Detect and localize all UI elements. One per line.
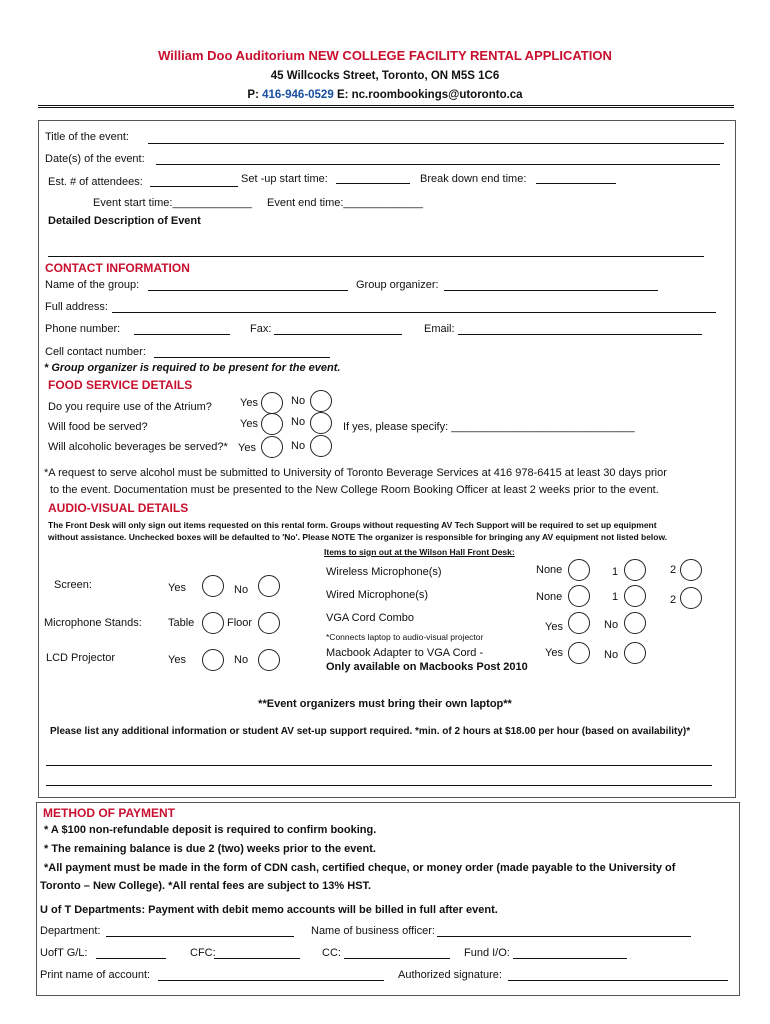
wired-2-radio[interactable] xyxy=(680,587,702,609)
wireless-1-label: 1 xyxy=(612,566,619,578)
stands-label: Microphone Stands: xyxy=(44,617,142,629)
business-officer-field[interactable] xyxy=(437,936,691,937)
stands-table-label: Table xyxy=(168,617,195,629)
cc-label: CC: xyxy=(322,947,341,959)
food-no-label: No xyxy=(291,416,306,428)
attendees-field[interactable] xyxy=(150,186,238,187)
atrium-yes-radio[interactable] xyxy=(261,392,283,414)
phone-label: P: xyxy=(247,89,259,101)
group-name-field[interactable] xyxy=(148,290,348,291)
contact-heading: CONTACT INFORMATION xyxy=(45,261,190,275)
cfc-label: CFC: xyxy=(190,947,216,959)
additional-info-field-2[interactable] xyxy=(46,785,712,786)
setup-label: Set -up start time: xyxy=(241,173,328,185)
additional-info-label: Please list any additional information or student AV set-up support required. *min. of 2 hours at $18.00 per hour (based on availability)* xyxy=(50,726,691,737)
fund-field[interactable] xyxy=(513,958,627,959)
additional-info-field-1[interactable] xyxy=(46,765,712,766)
header-rule xyxy=(38,105,734,106)
atrium-question: Do you require use of the Atrium? xyxy=(48,401,212,413)
vga-yes-label: Yes xyxy=(545,621,563,633)
fax-field[interactable] xyxy=(274,334,402,335)
payment-heading: METHOD OF PAYMENT xyxy=(43,806,176,820)
cfc-field[interactable] xyxy=(214,958,300,959)
wired-1-label: 1 xyxy=(612,591,619,603)
wireless-none-radio[interactable] xyxy=(568,559,590,581)
screen-yes-label: Yes xyxy=(168,582,186,594)
fax-label: Fax: xyxy=(250,323,272,335)
event-dates-field[interactable] xyxy=(156,164,720,165)
macbook-note: Only available on Macbooks Post 2010 xyxy=(326,661,528,673)
full-address-field[interactable] xyxy=(112,312,716,313)
email-field-label: Email: xyxy=(424,323,455,335)
vga-no-radio[interactable] xyxy=(624,612,646,634)
projector-no-radio[interactable] xyxy=(258,649,280,671)
laptop-note: **Event organizers must bring their own laptop** xyxy=(258,698,512,710)
business-officer-label: Name of business officer: xyxy=(311,925,435,937)
screen-no-label: No xyxy=(234,584,249,596)
email-label: E: xyxy=(336,89,349,101)
description-field[interactable] xyxy=(48,256,704,257)
alcohol-yes-label: Yes xyxy=(238,442,256,454)
fund-label: Fund I/O: xyxy=(464,947,510,959)
food-yes-radio[interactable] xyxy=(261,413,283,435)
payment-line-2: * The remaining balance is due 2 (two) weeks prior to the event. xyxy=(44,843,376,855)
print-name-field[interactable] xyxy=(158,980,384,981)
signout-title: Items to sign out at the Wilson Hall Front Desk: xyxy=(324,547,515,557)
vga-label: VGA Cord Combo xyxy=(326,612,415,624)
atrium-yes-label: Yes xyxy=(240,397,258,409)
projector-label: LCD Projector xyxy=(46,652,116,664)
food-specify[interactable]: If yes, please specify: ______________________________ xyxy=(343,421,635,433)
alcohol-no-radio[interactable] xyxy=(310,435,332,457)
breakdown-label: Break down end time: xyxy=(420,173,527,185)
contact-line xyxy=(0,89,770,101)
department-label: Department: xyxy=(40,925,101,937)
breakdown-field[interactable] xyxy=(536,183,616,184)
vga-no-label: No xyxy=(604,619,619,631)
cc-field[interactable] xyxy=(344,958,450,959)
alcohol-note-2: to the event. Documentation must be presented to the New College Room Booking Officer at least 2 weeks prior to the event. xyxy=(50,484,659,496)
vga-yes-radio[interactable] xyxy=(568,612,590,634)
wired-label: Wired Microphone(s) xyxy=(326,589,429,601)
wireless-none-label: None xyxy=(536,564,563,576)
macbook-no-label: No xyxy=(604,649,619,661)
alcohol-yes-radio[interactable] xyxy=(261,436,283,458)
alcohol-no-label: No xyxy=(291,440,306,452)
gl-label: UofT G/L: xyxy=(40,947,88,959)
event-dates-label: Date(s) of the event: xyxy=(45,153,145,165)
alcohol-question: Will alcoholic beverages be served?* xyxy=(48,441,228,453)
wireless-2-radio[interactable] xyxy=(680,559,702,581)
atrium-no-label: No xyxy=(291,395,306,407)
macbook-yes-label: Yes xyxy=(545,647,563,659)
stands-floor-label: Floor xyxy=(227,617,253,629)
phone-field[interactable] xyxy=(134,334,230,335)
organizer-note: * Group organizer is required to be present for the event. xyxy=(44,362,341,374)
av-note-1: The Front Desk will only sign out items requested on this rental form. Groups without requesting AV Tech Support will be required to set up equipment xyxy=(48,520,657,530)
wireless-label: Wireless Microphone(s) xyxy=(326,566,442,578)
projector-yes-label: Yes xyxy=(168,654,186,666)
payment-line-3a: *All payment must be made in the form of CDN cash, certified cheque, or money order (made payable to the University of xyxy=(44,862,676,874)
screen-label: Screen: xyxy=(54,579,92,591)
organizer-field[interactable] xyxy=(444,290,658,291)
alcohol-note-1: *A request to serve alcohol must be submitted to University of Toronto Beverage Services at 416 978-6415 at least 30 days prior xyxy=(44,467,667,479)
attendees-label: Est. # of attendees: xyxy=(48,176,143,188)
stands-table-radio[interactable] xyxy=(202,612,224,634)
stands-floor-radio[interactable] xyxy=(258,612,280,634)
group-name-label: Name of the group: xyxy=(45,279,140,291)
print-name-label: Print name of account: xyxy=(40,969,151,981)
department-field[interactable] xyxy=(106,936,294,937)
email-address[interactable]: nc.roombookings@utoronto.ca xyxy=(351,89,523,101)
payment-line-4: U of T Departments: Payment with debit memo accounts will be billed in full after event. xyxy=(40,904,498,916)
cell-label: Cell contact number: xyxy=(45,346,146,358)
event-end-label[interactable]: Event end time:_____________ xyxy=(267,197,423,209)
wireless-1-radio[interactable] xyxy=(624,559,646,581)
screen-yes-radio[interactable] xyxy=(202,575,224,597)
macbook-yes-radio[interactable] xyxy=(568,642,590,664)
gl-field[interactable] xyxy=(96,958,166,959)
event-title-field[interactable] xyxy=(148,143,724,144)
food-question: Will food be served? xyxy=(48,421,148,433)
header-rule-2 xyxy=(38,107,734,108)
setup-field[interactable] xyxy=(336,183,410,184)
wired-none-label: None xyxy=(536,591,563,603)
atrium-no-radio[interactable] xyxy=(310,390,332,412)
email-field[interactable] xyxy=(458,334,702,335)
full-address-label: Full address: xyxy=(45,301,108,313)
av-note-2: without assistance. Unchecked boxes will be defaulted to 'No'. Please NOTE The organizer is responsible for bringing any AV equipment not listed below. xyxy=(48,532,668,542)
food-no-radio[interactable] xyxy=(310,412,332,434)
phone-label: Phone number: xyxy=(45,323,121,335)
description-label: Detailed Description of Event xyxy=(48,215,201,227)
form-title: William Doo Auditorium NEW COLLEGE FACILITY RENTAL APPLICATION xyxy=(158,48,612,63)
payment-line-3b: Toronto – New College). *All rental fees are subject to 13% HST. xyxy=(40,880,372,892)
signature-label: Authorized signature: xyxy=(398,969,502,981)
event-title-label: Title of the event: xyxy=(45,131,129,143)
wired-2-label: 2 xyxy=(670,594,677,606)
phone-number[interactable]: 416-946-0529 xyxy=(262,89,334,101)
macbook-no-radio[interactable] xyxy=(624,642,646,664)
wireless-2-label: 2 xyxy=(670,564,677,576)
projector-no-label: No xyxy=(234,654,249,666)
vga-note: *Connects laptop to audio-visual projector xyxy=(326,632,484,642)
signature-field[interactable] xyxy=(508,980,728,981)
av-heading: AUDIO-VISUAL DETAILS xyxy=(48,501,189,515)
food-yes-label: Yes xyxy=(240,418,258,430)
address: 45 Willcocks Street, Toronto, ON M5S 1C6 xyxy=(270,70,500,82)
food-heading: FOOD SERVICE DETAILS xyxy=(48,378,193,392)
wired-1-radio[interactable] xyxy=(624,585,646,607)
wired-none-radio[interactable] xyxy=(568,585,590,607)
projector-yes-radio[interactable] xyxy=(202,649,224,671)
event-start-label[interactable]: Event start time:_____________ xyxy=(93,197,253,209)
macbook-label: Macbook Adapter to VGA Cord - xyxy=(326,647,484,659)
cell-field[interactable] xyxy=(154,357,330,358)
organizer-label: Group organizer: xyxy=(356,279,439,291)
screen-no-radio[interactable] xyxy=(258,575,280,597)
payment-line-1: * A $100 non-refundable deposit is required to confirm booking. xyxy=(44,824,377,836)
